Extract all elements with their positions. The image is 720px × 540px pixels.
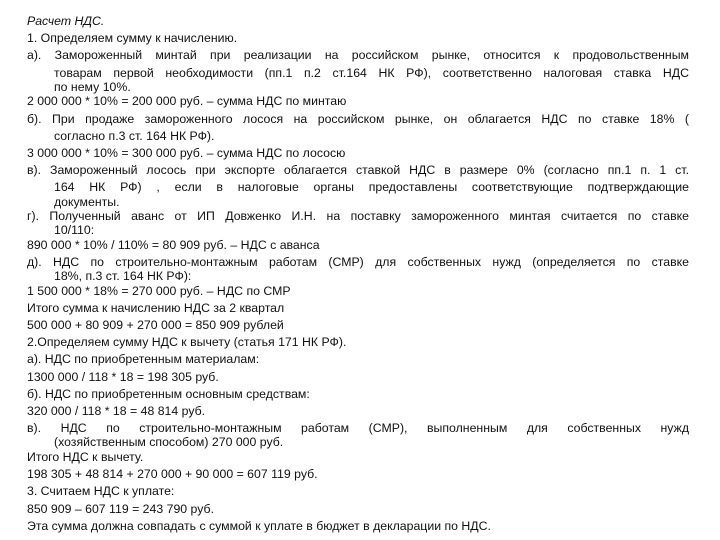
deduction-v-line1: в). НДС по строительно-монтажным работам (СМР), выполненным для собственных нужд [27,421,689,436]
deduction-a-label: а). НДС по приобретенным материалам: [27,352,260,367]
total-deduction-label: Итого НДС к вычету. [27,449,144,464]
item-g-line1: г). Полученный аванс от ИП Довженко И.Н. на поставку замороженного минтая считается по ставке [27,209,689,224]
step1-heading: 1. Определяем сумму к начислению. [27,31,238,46]
final-note: Эта сумма должна совпадать с суммой к уплате в бюджет в декларации по НДС. [27,518,491,533]
step3-heading: 3. Считаем НДС к уплате: [27,484,175,499]
item-v-line1: в). Замороженный лосось при экспорте облагается ставкой НДС в размере 0% (согласно пп.1 п. 1 ст. [27,163,689,178]
step3-calc: 850 909 – 607 119 = 243 790 руб. [27,501,214,516]
calc-b: 3 000 000 * 10% = 300 000 руб. – сумма НДС по лососю [27,145,346,160]
item-v-line3: документы. [54,194,120,209]
total-accrued-calc: 500 000 + 80 909 + 270 000 = 850 909 рублей [27,318,284,333]
item-a-paragraph [27,47,689,93]
calc-g: 890 000 * 10% / 110% = 80 909 руб. – НДС с аванса [27,237,320,252]
item-a-line2: товарам первой необходимости (пп.1 п.2 ст.164 НК РФ), соответственно налоговая ставка НДС [54,65,689,80]
document-title: Расчет НДС. [27,14,105,28]
item-v-line2: 164 НК РФ) , если в налоговые органы предоставлены соответствующие подтверждающие [54,180,689,195]
document-page [27,13,689,535]
total-deduction-calc: 198 305 + 48 814 + 270 000 + 90 000 = 607 119 руб. [27,467,318,482]
item-d-line1: д). НДС по строительно-монтажным работам (СМР) для собственных нужд (определяется по ставке [27,254,689,269]
item-b-paragraph [27,111,689,145]
deduction-b-calc: 320 000 / 118 * 18 = 48 814 руб. [27,404,206,419]
deduction-v-paragraph [27,420,689,449]
item-d-line2: 18%, п.3 ст. 164 НК РФ): [54,269,192,284]
item-a-line1: а). Замороженный минтай при реализации на российском рынке, относится к продовольственным [27,48,689,63]
step2-heading: 2.Определяем сумму НДС к вычету (статья 171 НК РФ). [27,335,347,350]
item-a-line3: по нему 10%. [54,79,131,94]
item-g-paragraph [27,208,689,237]
deduction-a-calc: 1300 000 / 118 * 18 = 198 305 руб. [27,369,219,384]
calc-a: 2 000 000 * 10% = 200 000 руб. – сумма НДС по минтаю [27,94,347,109]
item-g-line2: 10/110: [54,223,95,238]
deduction-b-label: б). НДС по приобретенным основным средствам: [27,386,310,401]
total-accrued-label: Итого сумма к начислению НДС за 2 квартал [27,300,285,315]
item-d-paragraph [27,254,689,283]
item-b-line2: согласно п.3 ст. 164 НК РФ). [54,128,215,143]
item-b-line1: б). При продаже замороженного лосося на российском рынке, он облагается НДС по ставке 18% ( [27,111,689,126]
item-v-paragraph [27,162,689,208]
deduction-v-line2: (хозяйственным способом) 270 000 руб. [54,435,284,450]
calc-d: 1 500 000 * 18% = 270 000 руб. – НДС по СМР [27,283,291,298]
